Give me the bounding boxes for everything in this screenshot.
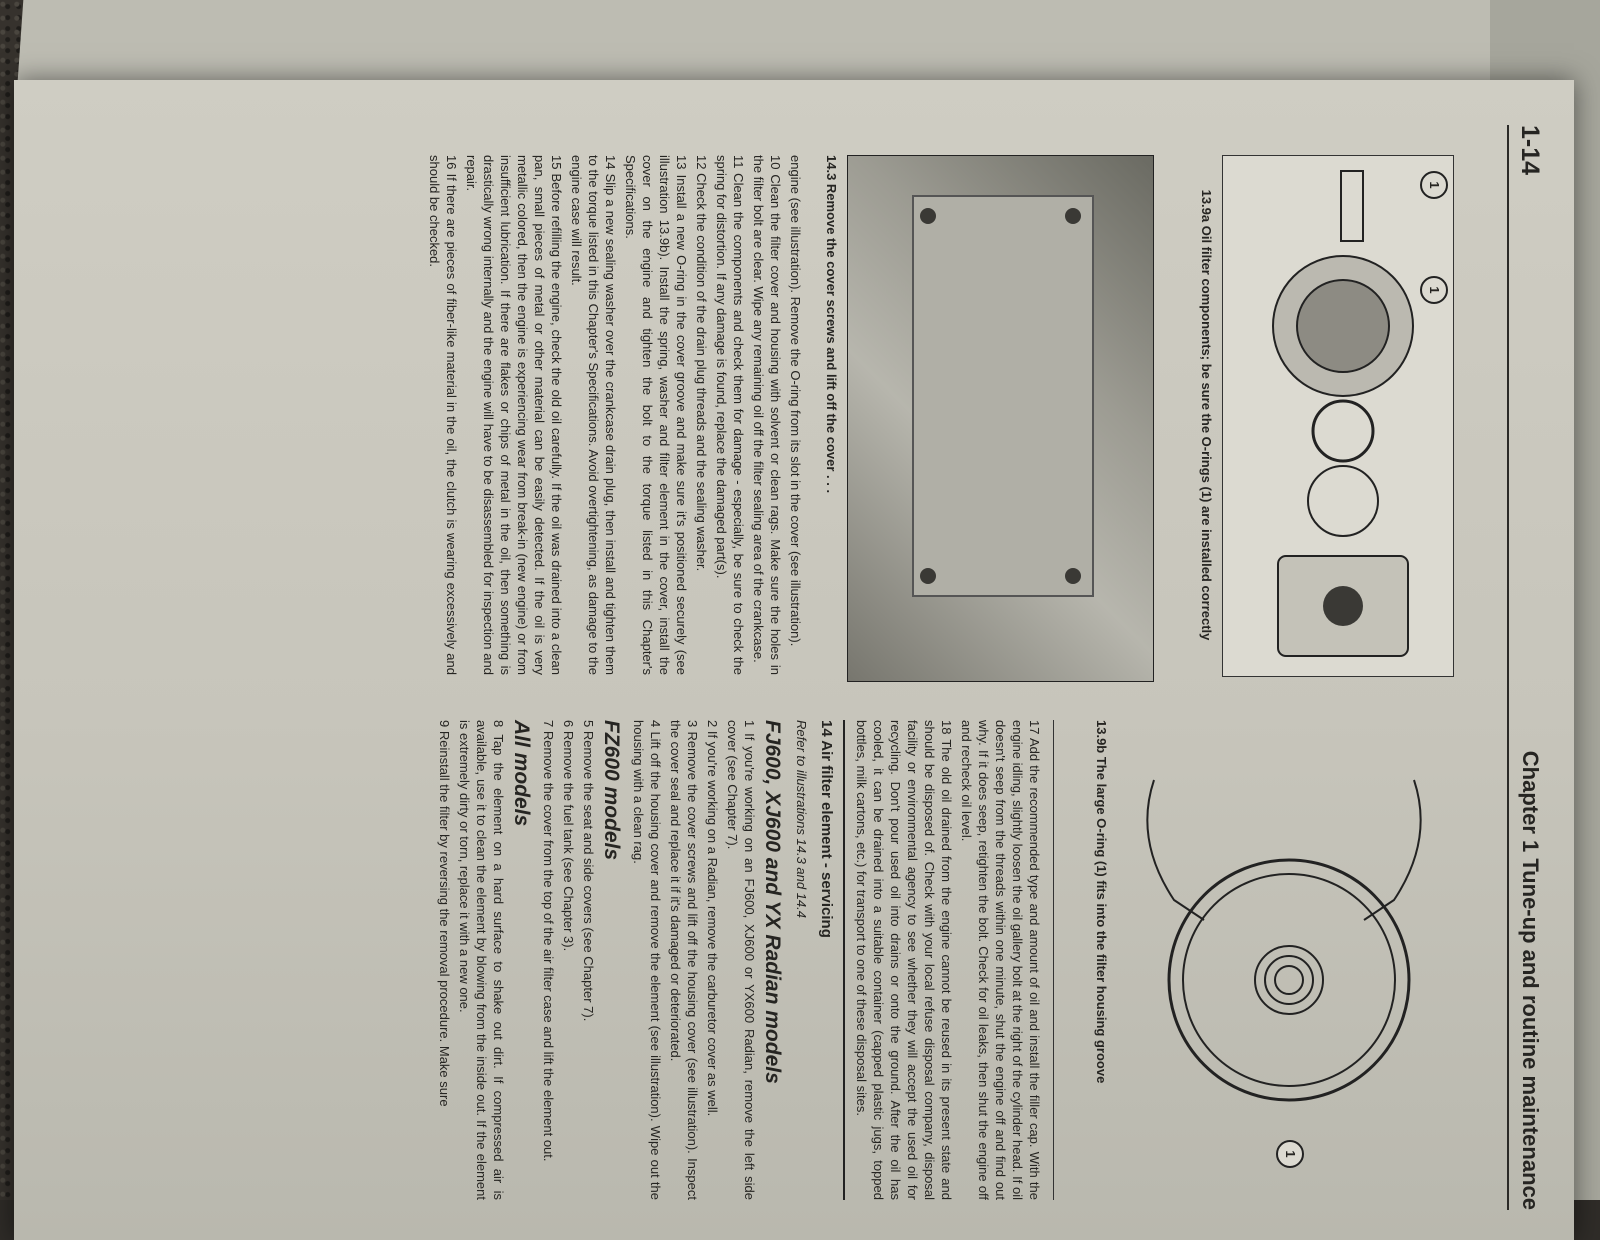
paragraph: 3 Remove the cover screws and lift off the housing cover (see illustration). Inspect the cover seal and replace it if it's damaged or deteriorated.: [668, 720, 700, 1200]
paragraph: 7 Remove the cover from the top of the air filter case and lift the element out.: [541, 720, 556, 1162]
page-number: 1-14: [1516, 125, 1544, 176]
oil-filter-components-figure: [1222, 155, 1454, 677]
paragraph: 17 Add the recommended type and amount of oil and install the filler cap. With the engine idling, slightly loosen the oil gallery bolt at the right of the cylinder head. If oil doesn't seep from the threads within one minute, shut the engine off and find out why. If it does seep, retighten the bolt. Check for oil leaks, then shut the engine off and recheck oil level.: [959, 720, 1042, 1200]
large-o-ring-figure: [1124, 720, 1454, 1200]
air-filter-cover-photo: [847, 155, 1154, 682]
oil-filter-drawing: [1223, 156, 1453, 676]
callout-1-icon: 1: [1420, 276, 1448, 304]
section-14-reference: Refer to illustrations 14.3 and 14.4: [794, 720, 809, 919]
text-column-2: [433, 720, 1054, 1200]
o-ring-drawing: [1124, 720, 1454, 1200]
paragraph: 13 Install a new O-ring in the cover groove and make sure it's positioned securely (see illustration 13.9b). Install the spring, washer and filter element in the cover, install the cover on the engine and tighten the bolt to the torque listed in this Chapter's Specifications.: [623, 155, 689, 675]
rotated-page: [14, 80, 1574, 1240]
paragraph: 5 Remove the seat and side covers (see Chapter 7).: [581, 720, 596, 1022]
subheading-fj600: FJ600, XJ600 and YX Radian models: [761, 720, 784, 1084]
figure-14-3-caption: 14.3 Remove the cover screws and lift off the cover . . .: [824, 155, 839, 494]
paragraph: 10 Clean the filter cover and housing with solvent or clean rags. Make sure the holes in the filter bolt are clear. Wipe any remaining oil off the filter sealing area of the crankcase.: [751, 155, 783, 675]
text-column-1: [423, 155, 804, 675]
paragraph: 11 Clean the components and check them for damage - especially, be sure to check the spring for distortion. If any damage is found, replace the damaged part(s).: [714, 155, 746, 675]
paragraph: 16 If there are pieces of fiber-like material in the oil, the clutch is wearing excessively and should be checked.: [427, 155, 459, 675]
manual-page: [14, 80, 1574, 1240]
paragraph: 6 Remove the fuel tank (see Chapter 3).: [561, 720, 576, 952]
cover-screw-arrows: [848, 156, 1153, 681]
section-14-heading: 14 Air filter element - servicing: [818, 720, 845, 1200]
paragraph: 8 Tap the element on a hard surface to shake out dirt. If compressed air is available, use it to clean the element by blowing from the inside out. If the element is extremely dirty or torn, replace it with a new one.: [457, 720, 506, 1200]
paragraph: 14 Slip a new sealing washer over the crankcase drain plug, then install and tighten them to the torque listed in this Chapter's Specifications. Avoid overtightening, as damage to the engine case will result.: [569, 155, 618, 675]
callout-1-icon: 1: [1276, 1140, 1304, 1168]
paragraph: 15 Before refilling the engine, check the old oil carefully. If the oil was drained into a clean pan, small pieces of metal or other material can be easily detected. If the oil is very metallic colored, then the engine is experiencing wear from break-in (new engine) or from insufficient lubrication. If there are flakes or chips of metal in the oil, then something is drastically wrong internally and the engine will have to be disassembled for inspection and repair.: [464, 155, 564, 675]
paragraph: 1 If you're working on an FJ600, XJ600 or YX600 Radian, remove the left side cover (see Chapter 7).: [725, 720, 757, 1200]
page-header: [1507, 125, 1559, 1210]
figure-13-9a-caption: 13.9a Oil filter components; be sure the O-rings (1) are installed correctly: [1199, 189, 1214, 641]
callout-1-icon: 1: [1420, 171, 1448, 199]
paragraph: 9 Reinstall the filter by reversing the removal procedure. Make sure: [437, 720, 452, 1107]
paragraph: 12 Check the condition of the drain plug threads and the sealing washer.: [694, 155, 709, 572]
paragraph: engine (see illustration). Remove the O-ring from its slot in the cover (see illustration).: [788, 155, 803, 647]
subheading-all-models: All models: [510, 720, 533, 827]
subheading-fz600: FZ600 models: [600, 720, 623, 861]
paragraph: 4 Lift off the housing cover and remove the element (see illustration). Wipe out the housing with a clean rag.: [631, 720, 663, 1200]
chapter-title: Chapter 1 Tune-up and routine maintenance: [1518, 750, 1543, 1210]
paragraph: 18 The old oil drained from the engine cannot be reused in its present state and should be disposed of. Check with your local refuse disposal company, disposal facility or environmental agency to see whether they will accept the used oil for recycling. Don't pour used oil into drains or onto the ground. After the oil has cooled, it can be drained into a suitable container (capped plastic jugs, topped bottles, milk cartons, etc.) for transport to one of these disposal sites.: [854, 720, 954, 1200]
paragraph: 2 If you're working on a Radian, remove the carburetor cover as well.: [705, 720, 720, 1117]
figure-13-9b-caption: 13.9b The large O-ring (1) fits into the filter housing groove: [1094, 720, 1109, 1084]
